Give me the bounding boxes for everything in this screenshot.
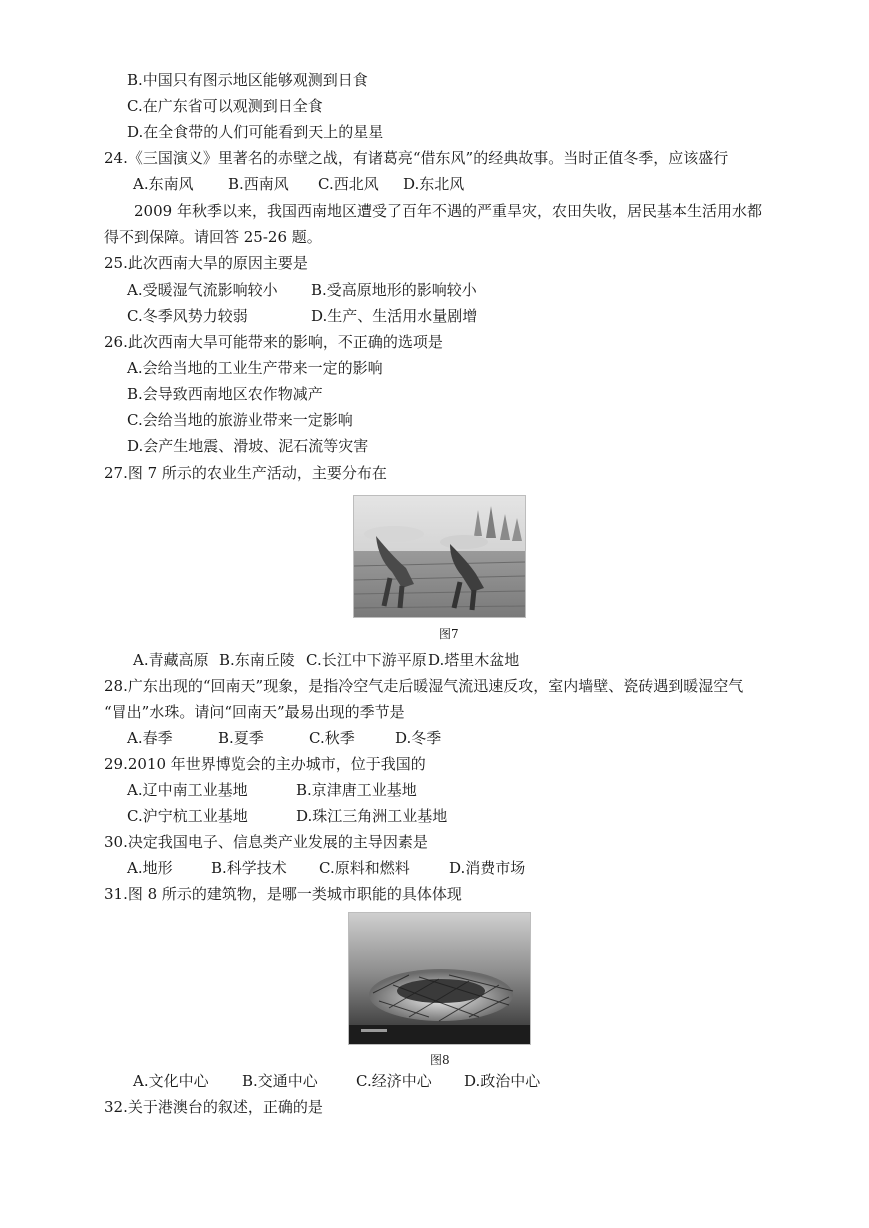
q23-option-c: C.在广东省可以观测到日全食 <box>127 97 323 115</box>
q30-option-a: A.地形 <box>127 859 173 877</box>
q26-option-b: B.会导致西南地区农作物减产 <box>127 385 323 403</box>
q24-option-a: A.东南风 <box>133 175 194 193</box>
q26-option-a: A.会给当地的工业生产带来一定的影响 <box>127 359 383 377</box>
q30-option-d: D.消费市场 <box>449 859 526 877</box>
rice-planting-illustration <box>354 496 525 617</box>
q23-option-d: D.在全食带的人们可能看到天上的星星 <box>127 123 384 141</box>
q30-stem: 30.决定我国电子、信息类产业发展的主导因素是 <box>104 833 428 851</box>
q27-option-d: D.塔里木盆地 <box>428 651 520 669</box>
q25-option-d: D.生产、生活用水量剧增 <box>311 307 478 325</box>
q31-stem: 31.图 8 所示的建筑物，是哪一类城市职能的具体体现 <box>104 885 462 903</box>
q28-stem-line2: “冒出”水珠。请问“回南天”最易出现的季节是 <box>104 703 405 721</box>
q28-option-a: A.春季 <box>127 729 173 747</box>
figure-7-caption: 图7 <box>439 627 459 641</box>
q24-stem: 24.《三国演义》里著名的赤壁之战，有诸葛亮“借东风”的经典故事。当时正值冬季，应该盛行 <box>104 149 729 167</box>
q26-stem: 26.此次西南大旱可能带来的影响，不正确的选项是 <box>104 333 443 351</box>
figure-7-farming-photo <box>353 495 526 618</box>
intro-25-26-line2: 得不到保障。请回答 25-26 题。 <box>104 228 322 246</box>
q26-option-c: C.会给当地的旅游业带来一定影响 <box>127 411 353 429</box>
figure-8-stadium-photo <box>348 912 531 1045</box>
q27-option-b: B.东南丘陵 <box>219 651 295 669</box>
q31-option-c: C.经济中心 <box>356 1072 432 1090</box>
q25-option-c: C.冬季风势力较弱 <box>127 307 248 325</box>
q27-option-c: C.长江中下游平原 <box>306 651 427 669</box>
q29-stem: 29.2010 年世界博览会的主办城市，位于我国的 <box>104 755 426 773</box>
q28-option-d: D.冬季 <box>395 729 442 747</box>
q30-option-c: C.原料和燃料 <box>319 859 410 877</box>
q30-option-b: B.科学技术 <box>211 859 287 877</box>
q29-option-d: D.珠江三角洲工业基地 <box>296 807 448 825</box>
q31-option-d: D.政治中心 <box>464 1072 541 1090</box>
q28-option-b: B.夏季 <box>218 729 264 747</box>
q24-option-b: B.西南风 <box>228 175 289 193</box>
q32-stem: 32.关于港澳台的叙述，正确的是 <box>104 1098 323 1116</box>
q23-option-b: B.中国只有图示地区能够观测到日食 <box>127 71 368 89</box>
q31-option-a: A.文化中心 <box>133 1072 209 1090</box>
q31-option-b: B.交通中心 <box>242 1072 318 1090</box>
q28-option-c: C.秋季 <box>309 729 355 747</box>
q26-option-d: D.会产生地震、滑坡、泥石流等灾害 <box>127 437 369 455</box>
figure-8-caption: 图8 <box>430 1053 450 1067</box>
q28-stem-line1: 28.广东出现的“回南天”现象，是指冷空气走后暖湿气流迅速反攻，室内墙壁、瓷砖遇到暖湿空气 <box>104 677 744 695</box>
q29-option-a: A.辽中南工业基地 <box>127 781 248 799</box>
q27-stem: 27.图 7 所示的农业生产活动，主要分布在 <box>104 464 387 482</box>
q29-option-b: B.京津唐工业基地 <box>296 781 417 799</box>
q24-option-c: C.西北风 <box>318 175 379 193</box>
q27-option-a: A.青藏高原 <box>133 651 209 669</box>
q29-option-c: C.沪宁杭工业基地 <box>127 807 248 825</box>
intro-25-26-line1: 2009 年秋季以来，我国西南地区遭受了百年不遇的严重旱灾，农田失收，居民基本生活用水都 <box>134 202 762 220</box>
q25-stem: 25.此次西南大旱的原因主要是 <box>104 254 308 272</box>
q25-option-a: A.受暖湿气流影响较小 <box>127 281 278 299</box>
stadium-illustration <box>349 913 530 1044</box>
q25-option-b: B.受高原地形的影响较小 <box>311 281 477 299</box>
q24-option-d: D.东北风 <box>403 175 465 193</box>
